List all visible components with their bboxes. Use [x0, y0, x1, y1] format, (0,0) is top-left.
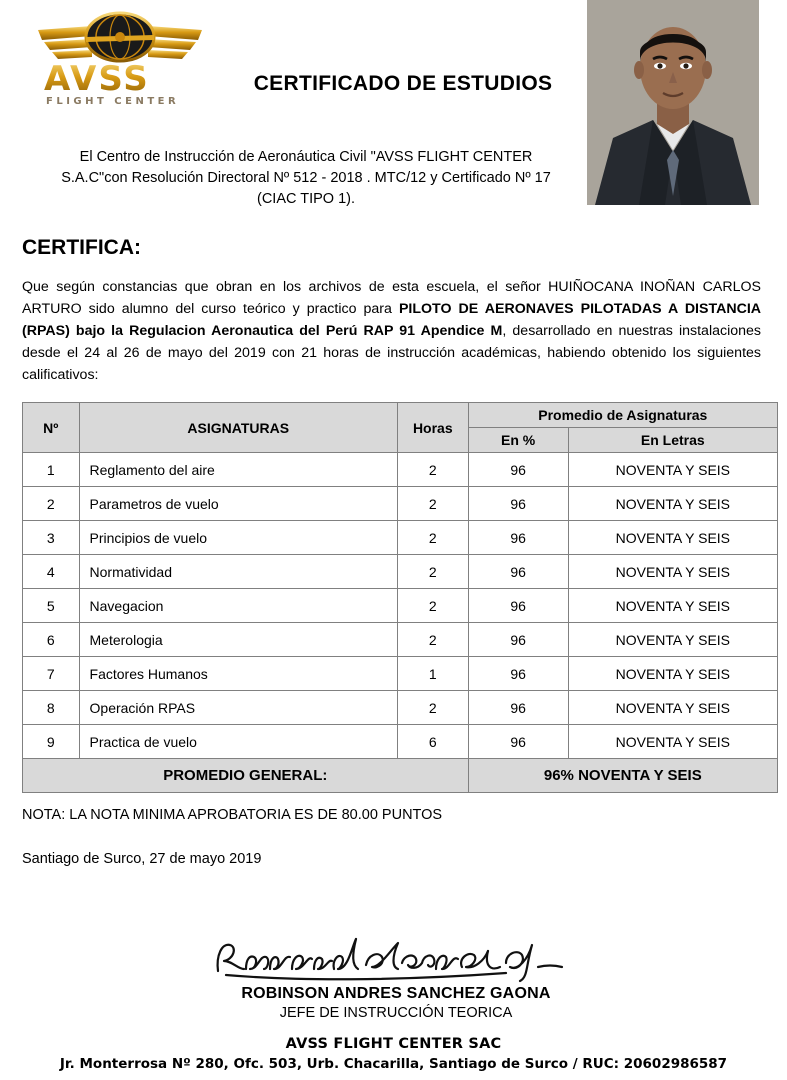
header-no: Nº	[23, 403, 80, 453]
table-row	[23, 521, 778, 555]
cell-horas: 6	[397, 725, 468, 759]
cell-pct: 96	[468, 555, 568, 589]
place-and-date: Santiago de Surco, 27 de mayo 2019	[22, 851, 262, 868]
cell-letras: NOVENTA Y SEIS	[568, 487, 777, 521]
cell-horas: 2	[397, 453, 468, 487]
header-asignaturas: ASIGNATURAS	[79, 403, 397, 453]
cell-pct: 96	[468, 657, 568, 691]
cell-letras: NOVENTA Y SEIS	[568, 589, 777, 623]
student-photo	[587, 0, 759, 205]
cell-horas: 2	[397, 623, 468, 657]
cell-asignatura: Meterologia	[79, 623, 397, 657]
cell-horas: 2	[397, 691, 468, 725]
footer-company: AVSS FLIGHT CENTER SAC	[285, 1036, 502, 1052]
cell-letras: NOVENTA Y SEIS	[568, 555, 777, 589]
cell-asignatura: Reglamento del aire	[79, 453, 397, 487]
cell-letras: NOVENTA Y SEIS	[568, 725, 777, 759]
cell-no: 8	[23, 691, 80, 725]
intro-line-3: (CIAC TIPO 1).	[256, 191, 356, 208]
footer-address: Jr. Monterrosa Nº 280, Ofc. 503, Urb. Chacarilla, Santiago de Surco / RUC: 20602986587	[59, 1056, 728, 1072]
cell-pct: 96	[468, 589, 568, 623]
cell-pct: 96	[468, 521, 568, 555]
handwritten-signature	[18, 925, 774, 985]
intro-line-2: S.A.C"con Resolución Directoral Nº 512 - 2018 . MTC/12 y Certificado Nº 17	[61, 170, 551, 187]
cell-no: 7	[23, 657, 80, 691]
document-footer	[0, 1036, 787, 1072]
cell-pct: 96	[468, 623, 568, 657]
header-en-porcentaje: En %	[468, 428, 568, 453]
svg-text:AVSS: AVSS	[44, 59, 150, 99]
grades-table-body	[23, 453, 778, 793]
promedio-general-label: PROMEDIO GENERAL:	[23, 759, 469, 793]
cell-letras: NOVENTA Y SEIS	[568, 691, 777, 725]
cell-no: 2	[23, 487, 80, 521]
avss-logo	[30, 4, 210, 112]
body-text-end: , desarrollado en nuestras instalaciones desde el 24 al 26 de mayo del 2019 con 21 horas de instrucción académicas, habiendo obtenido los siguientes calificativos:	[22, 323, 761, 384]
cell-no: 1	[23, 453, 80, 487]
cell-pct: 96	[468, 487, 568, 521]
cell-pct: 96	[468, 453, 568, 487]
table-row	[23, 657, 778, 691]
svg-text:FLIGHT CENTER: FLIGHT CENTER	[46, 96, 180, 107]
table-row	[23, 487, 778, 521]
page-title: CERTIFICADO DE ESTUDIOS	[253, 72, 553, 95]
certifica-heading: CERTIFICA:	[22, 236, 141, 260]
cell-no: 5	[23, 589, 80, 623]
cell-horas: 2	[397, 589, 468, 623]
cell-horas: 1	[397, 657, 468, 691]
cell-no: 3	[23, 521, 80, 555]
cell-letras: NOVENTA Y SEIS	[568, 657, 777, 691]
cell-horas: 2	[397, 555, 468, 589]
cell-pct: 96	[468, 725, 568, 759]
cell-asignatura: Operación RPAS	[79, 691, 397, 725]
cell-horas: 2	[397, 487, 468, 521]
certificate-body-paragraph	[22, 276, 761, 386]
body-text-bold: PILOTO DE AERONAVES PILOTADAS A DISTANCIA (RPAS) bajo la Regulacion Aeronautica del Perú RAP 91 Apendice M	[22, 301, 762, 340]
body-text-start: Que según constancias que obran en los archivos de esta escuela, el señor HUIÑOCANA INOÑAN CARLOS ARTURO sido alumno del curso teórico y practico para	[22, 279, 761, 318]
table-row	[23, 623, 778, 657]
cell-letras: NOVENTA Y SEIS	[568, 453, 777, 487]
table-header-row-1	[23, 403, 778, 428]
document-header	[18, 0, 769, 125]
cell-asignatura: Navegacion	[79, 589, 397, 623]
intro-line-1: El Centro de Instrucción de Aeronáutica Civil "AVSS FLIGHT CENTER	[79, 149, 533, 165]
cell-asignatura: Practica de vuelo	[79, 725, 397, 759]
cell-no: 9	[23, 725, 80, 759]
table-row	[23, 691, 778, 725]
table-row-promedio-general	[23, 759, 778, 793]
header-horas: Horas	[397, 403, 468, 453]
signature-block	[18, 925, 774, 1021]
cell-pct: 96	[468, 691, 568, 725]
table-row	[23, 555, 778, 589]
cell-horas: 2	[397, 521, 468, 555]
cell-asignatura: Principios de vuelo	[79, 521, 397, 555]
cell-no: 6	[23, 623, 80, 657]
cell-asignatura: Factores Humanos	[79, 657, 397, 691]
header-en-letras: En Letras	[568, 428, 777, 453]
table-row	[23, 589, 778, 623]
signer-role: JEFE DE INSTRUCCIÓN TEORICA	[279, 1005, 513, 1022]
cell-letras: NOVENTA Y SEIS	[568, 521, 777, 555]
signer-name: ROBINSON ANDRES SANCHEZ GAONA	[241, 985, 551, 1003]
cell-no: 4	[23, 555, 80, 589]
promedio-general-value: 96% NOVENTA Y SEIS	[468, 759, 777, 793]
table-row	[23, 725, 778, 759]
table-row	[23, 453, 778, 487]
grades-table-head	[23, 403, 778, 453]
nota-minima: NOTA: LA NOTA MINIMA APROBATORIA ES DE 80.00 PUNTOS	[22, 807, 443, 824]
institution-intro	[36, 147, 576, 210]
header-promedio-group: Promedio de Asignaturas	[468, 403, 777, 428]
cell-asignatura: Normatividad	[79, 555, 397, 589]
cell-asignatura: Parametros de vuelo	[79, 487, 397, 521]
cell-letras: NOVENTA Y SEIS	[568, 623, 777, 657]
grades-table	[22, 402, 778, 793]
